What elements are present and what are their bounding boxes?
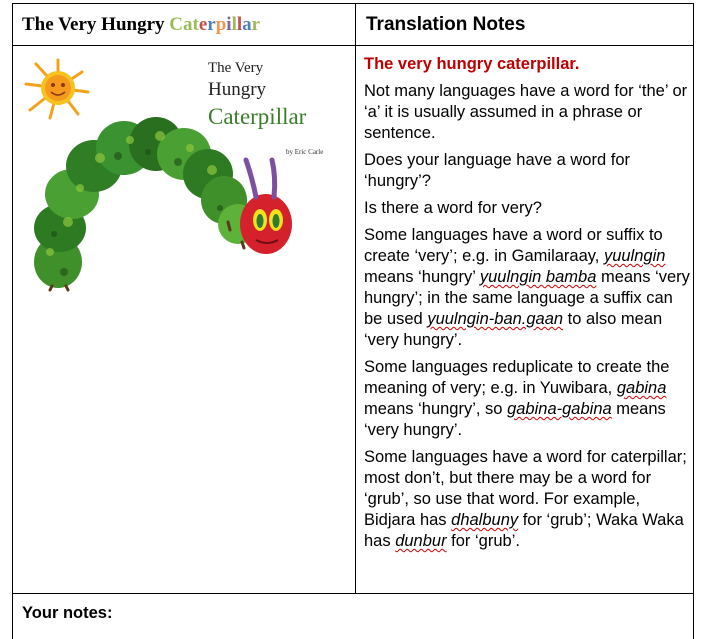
cover-author: by Eric Carle	[286, 148, 324, 156]
header-translation-notes: Translation Notes	[366, 14, 526, 35]
notes-paragraph-4	[364, 225, 690, 351]
header-colored-letter: t	[192, 14, 199, 35]
notes-p5-text-b: means ‘hungry’, so	[364, 400, 508, 418]
cover-title-line2: Hungry	[208, 79, 267, 100]
notes-paragraph-2: Does your language have a word for ‘hungry’?	[364, 151, 630, 190]
notes-p4-text-b: means ‘hungry’	[364, 268, 480, 286]
translation-notes-text	[364, 54, 690, 558]
header-title-prefix: The Very Hungry	[22, 14, 170, 35]
header-colored-letter: l	[231, 14, 237, 35]
column-divider	[355, 3, 356, 593]
notes-p5-text-a: Some languages reduplicate to create the meaning of very; e.g. in Yuwibara,	[364, 358, 670, 397]
notes-p6-text-b: for ‘grub’; Waka Waka has	[364, 511, 684, 550]
notes-p6-text-a: Some languages have a word for caterpillar; most don’t, but there may be a word for ‘grub’, so use that word. For example, Bidjara has	[364, 448, 687, 529]
notes-p6-text-c: for ‘grub’.	[446, 532, 520, 550]
cover-title-line3: Caterpillar	[208, 104, 307, 129]
your-notes-label: Your notes:	[22, 604, 113, 622]
notes-p4-text-c: means ‘very hungry’; in the same language a suffix can be used	[364, 268, 690, 328]
header-title-colored-word	[169, 14, 260, 35]
header-book-title	[22, 14, 260, 36]
header-colored-letter: l	[236, 14, 243, 35]
footer-row-divider	[12, 593, 694, 594]
sun-icon	[26, 60, 88, 118]
header-colored-letter: r	[207, 14, 216, 35]
notes-p4-text-a: Some languages have a word or suffix to create ‘very’; e.g. in Gamilaraay,	[364, 226, 663, 265]
notes-paragraph-3: Is there a word for very?	[364, 199, 542, 217]
notes-paragraph-1: Not many languages have a word for ‘the’ or ‘a’ it is usually assumed in a phrase or sentence.	[364, 82, 688, 142]
header-colored-letter: e	[198, 14, 208, 35]
notes-p4-text-d: to also mean ‘very hungry’.	[364, 310, 663, 349]
book-cover-image	[20, 52, 350, 292]
notes-p6-word-1: dhalbuny	[451, 511, 519, 529]
header-colored-letter: a	[183, 14, 193, 35]
header-colored-letter: r	[251, 14, 261, 35]
notes-p4-word-3: yuulngin-ban.gaan	[427, 310, 564, 328]
notes-p5-text-c: means ‘very hungry’.	[364, 400, 666, 439]
notes-p5-word-2: gabina-gabina	[507, 400, 612, 418]
cover-title-line1: The Very	[208, 60, 264, 76]
header-colored-letter: i	[226, 14, 232, 35]
notes-paragraph-6	[364, 447, 690, 552]
notes-p6-word-2: dunbur	[395, 532, 447, 550]
notes-p5-word-1: gabina	[616, 379, 667, 397]
notes-p4-word-2: yuulngin bamba	[479, 268, 597, 286]
header-colored-letter: C	[169, 14, 184, 35]
header-colored-letter: a	[242, 14, 252, 35]
notes-p4-word-1: yuulngin	[603, 247, 666, 265]
header-colored-letter: p	[215, 14, 227, 35]
notes-title: The very hungry caterpillar.	[364, 55, 580, 73]
caterpillar-illustration	[34, 117, 292, 290]
header-row-divider	[12, 45, 694, 46]
notes-paragraph-5	[364, 357, 690, 441]
